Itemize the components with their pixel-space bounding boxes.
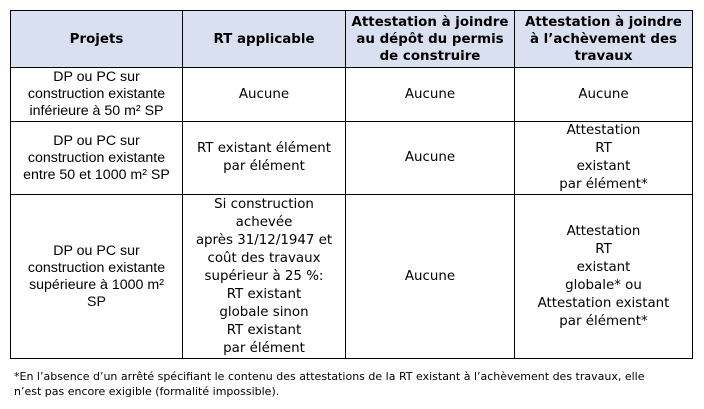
cell-attestation-achevement: Aucune	[515, 68, 693, 122]
rt-requirements-table	[10, 10, 693, 359]
cell-rt-applicable: Aucune	[183, 68, 346, 122]
cell-attestation-achevement: Attestation RT existant globale* ou Attestation existant par élément*	[515, 195, 693, 359]
cell-attestation-depot: Aucune	[346, 195, 515, 359]
header-rt-applicable: RT applicable	[183, 11, 346, 68]
footnote	[14, 370, 694, 399]
table-row	[11, 68, 693, 122]
header-attestation-depot	[346, 11, 515, 68]
cell-projet: DP ou PC sur construction existante entre 50 et 1000 m² SP	[11, 122, 183, 195]
header-line: de construire	[379, 48, 481, 64]
cell-attestation-depot: Aucune	[346, 122, 515, 195]
cell-rt-applicable: RT existant élément par élément	[183, 122, 346, 195]
header-line: travaux	[574, 48, 633, 64]
header-projets: Projets	[11, 11, 183, 68]
header-row	[11, 11, 693, 68]
header-line: au dépôt du permis	[356, 31, 504, 47]
footnote-line: *En l’absence d’un arrêté spécifiant le contenu des attestations de la RT existant à l’achèvement des travaux, elle	[14, 370, 645, 383]
table-row	[11, 195, 693, 359]
header-attestation-achevement	[515, 11, 693, 68]
header-line: à l’achèvement des	[529, 31, 678, 47]
cell-projet: DP ou PC sur construction existante inférieure à 50 m² SP	[11, 68, 183, 122]
cell-rt-applicable: Si construction achevée après 31/12/1947 et coût des travaux supérieur à 25 %: RT existant globale sinon RT existant par élément	[183, 195, 346, 359]
table-row	[11, 122, 693, 195]
footnote-line: n’est pas encore exigible (formalité impossible).	[14, 384, 280, 398]
header-line: Attestation à joindre	[525, 14, 682, 30]
header-line: Attestation à joindre	[351, 14, 509, 30]
cell-attestation-achevement: Attestation RT existant par élément*	[515, 122, 693, 195]
cell-attestation-depot: Aucune	[346, 68, 515, 122]
cell-projet: DP ou PC sur construction existante supérieure à 1000 m² SP	[11, 195, 183, 359]
